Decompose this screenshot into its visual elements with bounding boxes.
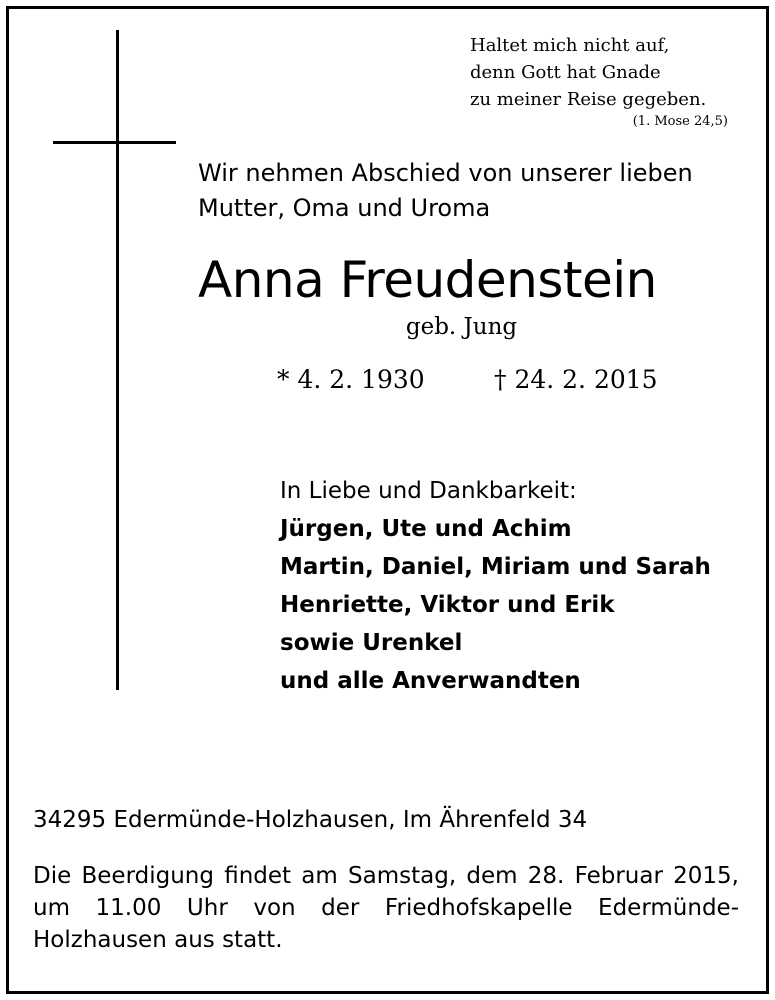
mourner-line: sowie Urenkel	[280, 630, 463, 656]
mourners-heading: In Liebe und Dankbarkeit:	[280, 478, 577, 504]
verse-line: denn Gott hat Gnade	[470, 62, 661, 83]
cross-horizontal-bar	[53, 141, 176, 144]
mourners-list	[280, 472, 750, 700]
verse-reference: (1. Mose 24,5)	[632, 114, 728, 129]
deceased-name: Anna Freudenstein	[198, 251, 657, 309]
bible-verse	[430, 32, 730, 131]
mourner-line: Jürgen, Ute und Achim	[280, 516, 572, 542]
intro-line: Mutter, Oma und Uroma	[198, 194, 491, 222]
death-date: † 24. 2. 2015	[494, 365, 658, 394]
maiden-name: geb. Jung	[405, 314, 518, 340]
cross-vertical-bar	[116, 30, 119, 690]
intro-text	[198, 156, 738, 226]
mourner-line: Henriette, Viktor und Erik	[280, 592, 615, 618]
mourner-line: Martin, Daniel, Miriam und Sarah	[280, 554, 711, 580]
address: 34295 Edermünde-Holzhausen, Im Ährenfeld 34	[33, 807, 588, 833]
mourner-line: und alle Anverwandten	[280, 668, 581, 694]
funeral-notice: Die Beerdigung findet am Samstag, dem 28. Februar 2015, um 11.00 Uhr von der Friedhofskapelle Edermünde-Holzhausen aus statt.	[33, 863, 739, 953]
birth-date: * 4. 2. 1930	[277, 365, 425, 394]
intro-line: Wir nehmen Abschied von unserer lieben	[198, 159, 693, 187]
verse-line: zu meiner Reise gegeben.	[470, 89, 707, 110]
verse-line: Haltet mich nicht auf,	[470, 35, 670, 56]
